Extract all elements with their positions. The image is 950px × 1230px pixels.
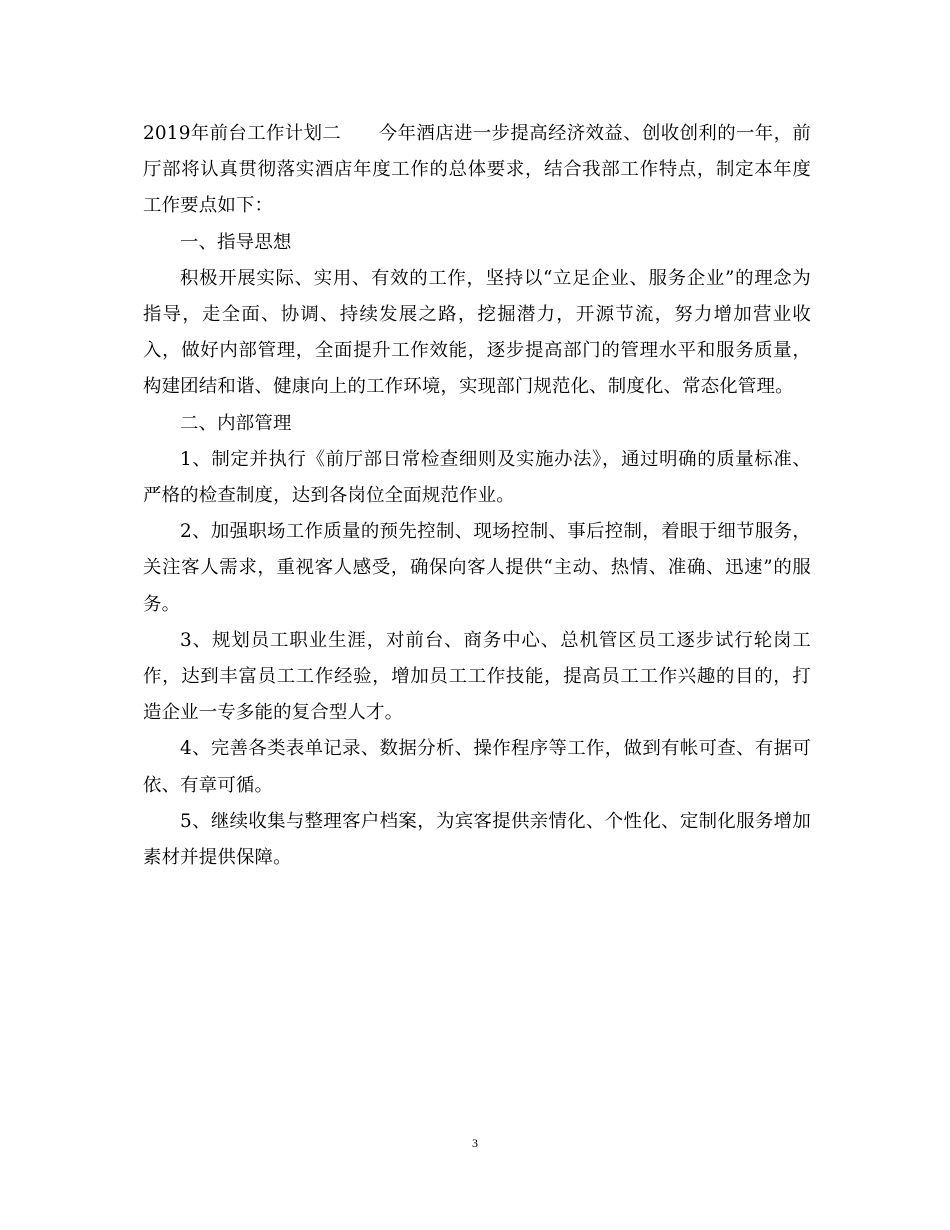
intro-paragraph: 2019年前台工作计划二 今年酒店进一步提高经济效益、创收创利的一年，前厅部将认真贯彻落实酒店年度工作的总体要求，结合我部工作特点，制定本年度工作要点如下： xyxy=(143,123,811,217)
list-item-2: 2、加强职场工作质量的预先控制、现场控制、事后控制，着眼于细节服务，关注客人需求，重视客人感受，确保向客人提供“主动、热情、准确、迅速”的服务。 xyxy=(143,521,811,615)
paragraph-guiding-ideology: 积极开展实际、实用、有效的工作，坚持以“立足企业、服务企业”的理念为指导，走全面、协调、持续发展之路，挖掘潜力，开源节流，努力增加营业收入，做好内部管理，全面提升工作效能，逐步提高部门的管理水平和服务质量，构建团结和谐、健康向上的工作环境，实现部门规范化、制度化、常态化管理。 xyxy=(143,267,811,398)
section-heading-guiding-ideology: 一、指导思想 xyxy=(180,231,292,253)
page-number: 3 xyxy=(472,1136,478,1150)
list-item-3: 3、规划员工职业生涯，对前台、商务中心、总机管区员工逐步试行轮岗工作，达到丰富员工工作经验，增加员工工作技能，提高员工工作兴趣的目的，打造企业一专多能的复合型人才。 xyxy=(143,629,811,724)
list-item-4: 4、完善各类表单记录、数据分析、操作程序等工作，做到有帐可查、有据可依、有章可循。 xyxy=(143,738,811,796)
list-item-5: 5、继续收集与整理客户档案，为宾客提供亲情化、个性化、定制化服务增加素材并提供保障。 xyxy=(143,810,811,869)
document-body xyxy=(143,116,811,876)
list-item-1: 1、制定并执行《前厅部日常检查细则及实施办法》，通过明确的质量标准、严格的检查制度，达到各岗位全面规范作业。 xyxy=(143,448,811,507)
section-heading-internal-management: 二、内部管理 xyxy=(180,412,292,434)
